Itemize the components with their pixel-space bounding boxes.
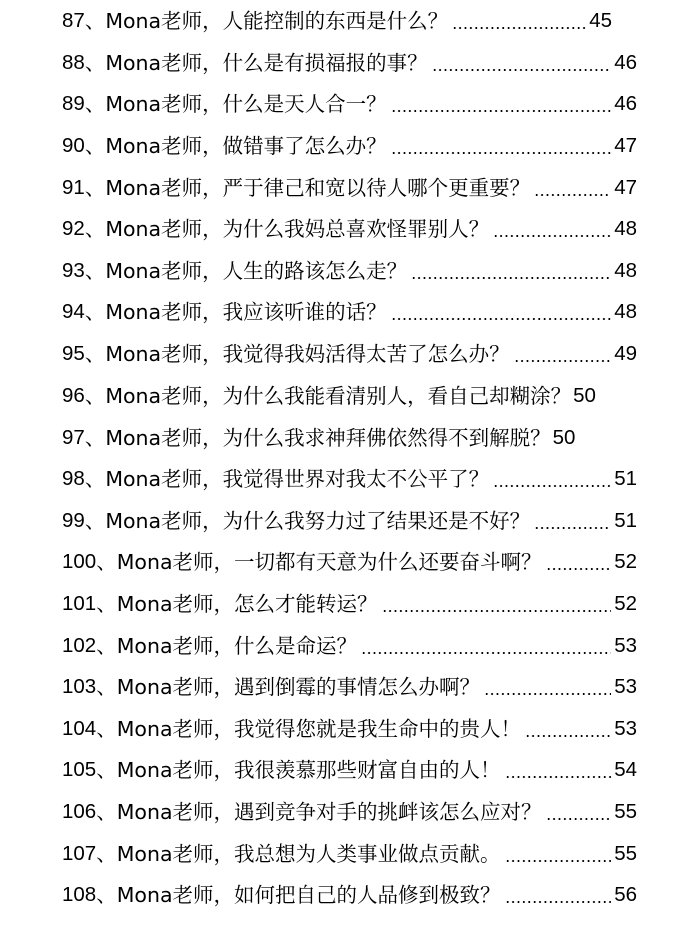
toc-entry-105[interactable] — [62, 752, 637, 788]
toc-entry-number: 108 — [62, 883, 97, 906]
toc-entry-page: 51 — [614, 467, 637, 490]
toc-entry-page: 51 — [614, 509, 637, 532]
toc-dot-leader — [534, 170, 611, 206]
toc-dot-leader — [452, 3, 586, 39]
toc-entry-page: 48 — [614, 259, 637, 282]
toc-entry-number: 106 — [62, 800, 97, 823]
toc-entry-separator: 、 — [84, 259, 106, 283]
toc-entry-number: 104 — [62, 717, 97, 740]
toc-dot-leader — [411, 253, 611, 289]
toc-entry-94[interactable] — [62, 294, 637, 330]
toc-entry-page: 56 — [614, 883, 637, 906]
toc-entry-page: 47 — [614, 176, 637, 199]
toc-entry-title: Mona老师，什么是有损福报的事？ — [105, 51, 428, 75]
toc-dot-leader — [505, 752, 612, 788]
toc-dot-leader — [361, 628, 611, 664]
toc-entry-page: 45 — [589, 9, 612, 32]
toc-entry-99[interactable] — [62, 503, 637, 539]
toc-entry-page: 47 — [614, 134, 637, 157]
toc-entry-title: Mona老师，遇到竞争对手的挑衅该怎么应对？ — [116, 800, 542, 824]
toc-entry-number: 89 — [62, 92, 85, 115]
toc-entry-108[interactable] — [62, 877, 637, 913]
toc-entry-title: Mona老师，如何把自己的人品修到极致？ — [116, 883, 501, 907]
toc-entry-100[interactable] — [62, 544, 637, 580]
toc-entry-102[interactable] — [62, 628, 637, 664]
toc-entry-separator: 、 — [96, 758, 117, 782]
toc-entry-title: Mona老师，人生的路该怎么走？ — [105, 259, 408, 283]
toc-entry-title: Mona老师，为什么我能看清别人，看自己却糊涂？ — [105, 384, 572, 408]
toc-entry-97[interactable] — [62, 420, 575, 456]
toc-entry-page: 55 — [614, 800, 637, 823]
toc-entry-91[interactable] — [62, 170, 637, 206]
toc-entry-number: 103 — [62, 675, 97, 698]
toc-entry-title: Mona老师，严于律己和宽以待人哪个更重要？ — [105, 176, 531, 200]
toc-entry-separator: 、 — [84, 134, 106, 158]
toc-entry-title: Mona老师，我很羡慕那些财富自由的人！ — [116, 758, 501, 782]
toc-entry-number: 95 — [62, 342, 85, 365]
toc-entry-separator: 、 — [96, 717, 117, 741]
toc-entry-separator: 、 — [84, 426, 106, 450]
toc-entry-separator: 、 — [84, 467, 106, 491]
toc-entry-number: 94 — [62, 300, 85, 323]
toc-entry-number: 100 — [62, 550, 97, 573]
toc-entry-89[interactable] — [62, 86, 637, 122]
toc-entry-page: 48 — [614, 217, 637, 240]
toc-entry-number: 93 — [62, 259, 85, 282]
toc-entry-96[interactable] — [62, 378, 596, 414]
toc-entry-separator: 、 — [84, 51, 106, 75]
toc-entry-separator: 、 — [96, 675, 117, 699]
toc-entry-92[interactable] — [62, 211, 637, 247]
toc-entry-88[interactable] — [62, 45, 637, 81]
toc-entry-separator: 、 — [84, 342, 106, 366]
toc-entry-page: 49 — [614, 342, 637, 365]
toc-dot-leader — [432, 45, 612, 81]
toc-entry-number: 96 — [62, 384, 85, 407]
toc-dot-leader — [505, 877, 612, 913]
toc-entry-page: 50 — [573, 384, 596, 407]
toc-entry-separator: 、 — [84, 176, 106, 200]
toc-entry-page: 53 — [614, 675, 637, 698]
toc-dot-leader — [525, 711, 611, 747]
toc-entry-separator: 、 — [84, 92, 106, 116]
toc-entry-98[interactable] — [62, 461, 637, 497]
toc-entry-separator: 、 — [84, 217, 106, 241]
toc-entry-number: 107 — [62, 842, 97, 865]
toc-dot-leader — [382, 586, 612, 622]
toc-entry-page: 52 — [614, 592, 637, 615]
toc-dot-leader — [514, 336, 612, 372]
toc-entry-title: Mona老师，什么是天人合一？ — [105, 92, 387, 116]
toc-entry-104[interactable] — [62, 711, 637, 747]
toc-entry-title: Mona老师，一切都有天意为什么还要奋斗啊？ — [116, 550, 542, 574]
toc-dot-leader — [391, 86, 612, 122]
toc-entry-page: 54 — [614, 758, 637, 781]
toc-entry-number: 90 — [62, 134, 85, 157]
toc-entry-title: Mona老师，做错事了怎么办？ — [105, 134, 387, 158]
toc-entry-title: Mona老师，我觉得世界对我太不公平了？ — [105, 467, 490, 491]
toc-dot-leader — [493, 461, 611, 497]
toc-entry-separator: 、 — [96, 592, 117, 616]
toc-entry-separator: 、 — [96, 842, 117, 866]
toc-entry-title: Mona老师，我应该听谁的话？ — [105, 300, 387, 324]
toc-entry-title: Mona老师，什么是命运？ — [116, 634, 358, 658]
toc-entry-101[interactable] — [62, 586, 637, 622]
toc-entry-page: 46 — [614, 51, 637, 74]
toc-entry-number: 91 — [62, 176, 85, 199]
toc-dot-leader — [493, 211, 611, 247]
toc-entry-90[interactable] — [62, 128, 637, 164]
toc-entry-separator: 、 — [84, 384, 106, 408]
toc-entry-number: 102 — [62, 634, 97, 657]
toc-entry-page: 52 — [614, 550, 637, 573]
toc-entry-number: 98 — [62, 467, 85, 490]
toc-entry-title: Mona老师，为什么我妈总喜欢怪罪别人？ — [105, 217, 490, 241]
toc-entry-page: 46 — [614, 92, 637, 115]
toc-entry-103[interactable] — [62, 669, 637, 705]
toc-entry-93[interactable] — [62, 253, 637, 289]
toc-dot-leader — [534, 503, 611, 539]
toc-entry-title: Mona老师，我觉得我妈活得太苦了怎么办？ — [105, 342, 510, 366]
toc-entry-page: 55 — [614, 842, 637, 865]
toc-entry-title: Mona老师，为什么我努力过了结果还是不好？ — [105, 509, 531, 533]
toc-entry-title: Mona老师，遇到倒霉的事情怎么办啊？ — [116, 675, 481, 699]
toc-entry-separator: 、 — [96, 634, 117, 658]
toc-entry-title: Mona老师，为什么我求神拜佛依然得不到解脱？ — [105, 426, 551, 450]
toc-entry-number: 105 — [62, 758, 97, 781]
toc-entry-87[interactable] — [62, 3, 612, 39]
toc-entry-number: 99 — [62, 509, 85, 532]
toc-dot-leader — [391, 128, 612, 164]
toc-dot-leader — [546, 544, 612, 580]
toc-entry-number: 88 — [62, 51, 85, 74]
toc-entry-separator: 、 — [84, 300, 106, 324]
toc-entry-title: Mona老师，我觉得您就是我生命中的贵人！ — [116, 717, 522, 741]
toc-entry-95[interactable] — [62, 336, 637, 372]
toc-entry-separator: 、 — [96, 550, 117, 574]
toc-entry-page: 53 — [614, 717, 637, 740]
toc-entry-separator: 、 — [84, 509, 106, 533]
toc-entry-107[interactable] — [62, 836, 637, 872]
toc-entry-page: 53 — [614, 634, 637, 657]
toc-dot-leader — [484, 669, 611, 705]
toc-dot-leader — [546, 794, 612, 830]
toc-dot-leader — [391, 294, 612, 330]
toc-entry-106[interactable] — [62, 794, 637, 830]
toc-entry-number: 92 — [62, 217, 85, 240]
toc-entry-separator: 、 — [96, 800, 117, 824]
toc-entry-title: Mona老师，我总想为人类事业做点贡献。 — [116, 842, 501, 866]
toc-entry-number: 97 — [62, 426, 85, 449]
toc-entry-number: 87 — [62, 9, 85, 32]
toc-entry-title: Mona老师，怎么才能转运？ — [116, 592, 378, 616]
toc-entry-page: 50 — [552, 426, 576, 449]
toc-entry-page: 48 — [614, 300, 637, 323]
toc-entry-number: 101 — [62, 592, 97, 615]
toc-entry-separator: 、 — [96, 883, 117, 907]
toc-entry-title: Mona老师，人能控制的东西是什么？ — [105, 9, 449, 33]
toc-dot-leader — [505, 836, 612, 872]
toc-entry-separator: 、 — [84, 9, 106, 33]
